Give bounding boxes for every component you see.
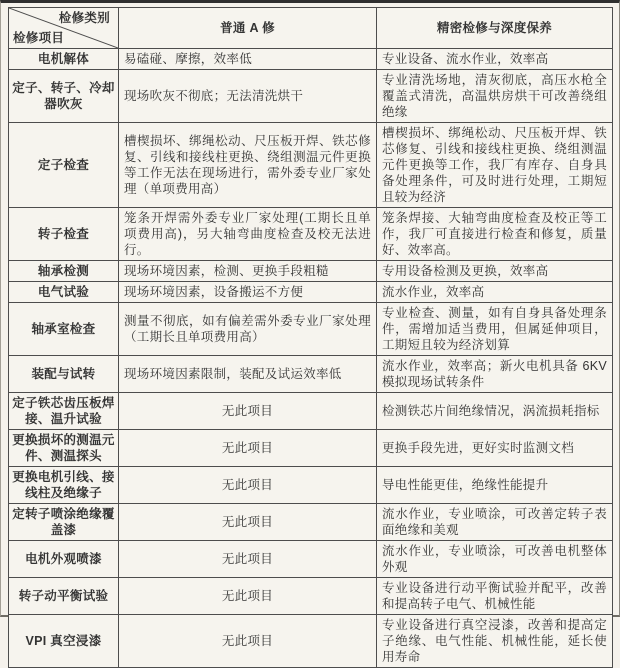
corner-header-cell — [9, 8, 119, 49]
precision-maintenance-cell: 专业设备进行动平衡试验并配平，改善和提高转子电气、机械性能 — [377, 578, 613, 615]
precision-maintenance-cell: 专业检查、测量，如有自身具备处理条件，需增加适当费用，但属延伸项目，工期短且较为经济划算 — [377, 303, 613, 356]
precision-maintenance-cell: 专业设备进行真空浸漆，改善和提高定子绝缘、电气性能、机械性能，延长使用寿命 — [377, 615, 613, 668]
inspection-item-label: 装配与试转 — [9, 356, 119, 393]
ordinary-a-repair-cell: 测量不彻底，如有偏差需外委专业厂家处理（工期长且单项费用高） — [119, 303, 377, 356]
table-row — [9, 504, 613, 541]
precision-maintenance-cell: 槽楔损坏、绑绳松动、尺压板开焊、铁芯修复、引线和接线柱更换、绕组测温元件更换等工作，我厂有库存、自身具备处理条件，可及时进行处理，工期短且较为经济 — [377, 123, 613, 208]
precision-maintenance-cell: 专业清洗场地，清灰彻底，高压水枪全覆盖式清洗，高温烘房烘干可改善绕组绝缘 — [377, 70, 613, 123]
precision-maintenance-cell: 流水作业，专业喷涂，可改善电机整体外观 — [377, 541, 613, 578]
corner-label-item: 检修项目 — [13, 31, 65, 45]
corner-label-category: 检修类别 — [58, 11, 110, 25]
ordinary-a-repair-cell: 无此项目 — [119, 467, 377, 504]
inspection-item-label: 定子铁芯齿压板焊接、温升试验 — [9, 393, 119, 430]
inspection-item-label: 定子检查 — [9, 123, 119, 208]
ordinary-a-repair-cell: 笼条开焊需外委专业厂家处理(工期长且单项费用高)，另大轴弯曲度检查及校无法进行。 — [119, 208, 377, 261]
table-row — [9, 123, 613, 208]
maintenance-comparison-table — [8, 7, 613, 668]
inspection-item-label: 定子、转子、冷却器吹灰 — [9, 70, 119, 123]
table-row — [9, 303, 613, 356]
ordinary-a-repair-cell: 无此项目 — [119, 393, 377, 430]
inspection-item-label: 轴承室检查 — [9, 303, 119, 356]
inspection-item-label: 更换电机引线、接线柱及绝缘子 — [9, 467, 119, 504]
inspection-item-label: 电气试验 — [9, 282, 119, 303]
column-header-precision-maintenance: 精密检修与深度保养 — [377, 8, 613, 49]
column-header-ordinary-a-repair: 普通 A 修 — [119, 8, 377, 49]
ordinary-a-repair-cell: 易磕碰、摩擦，效率低 — [119, 49, 377, 70]
ordinary-a-repair-cell: 无此项目 — [119, 430, 377, 467]
ordinary-a-repair-cell: 现场吹灰不彻底；无法清洗烘干 — [119, 70, 377, 123]
table-row — [9, 208, 613, 261]
precision-maintenance-cell: 流水作业，专业喷涂，可改善定转子表面绝缘和美观 — [377, 504, 613, 541]
precision-maintenance-cell: 笼条焊接、大轴弯曲度检查及校正等工作，我厂可直接进行检查和修复，质量好、效率高。 — [377, 208, 613, 261]
ordinary-a-repair-cell: 无此项目 — [119, 541, 377, 578]
precision-maintenance-cell: 检测铁芯片间绝缘情况，涡流损耗指标 — [377, 393, 613, 430]
ordinary-a-repair-cell: 现场环境因素，设备搬运不方便 — [119, 282, 377, 303]
precision-maintenance-cell: 流水作业，效率高；新火电机具备 6KV 模拟现场试转条件 — [377, 356, 613, 393]
table-row — [9, 49, 613, 70]
table-row — [9, 578, 613, 615]
ordinary-a-repair-cell: 无此项目 — [119, 578, 377, 615]
inspection-item-label: 转子检查 — [9, 208, 119, 261]
inspection-item-label: 电机外观喷漆 — [9, 541, 119, 578]
table-row — [9, 541, 613, 578]
table-row — [9, 282, 613, 303]
inspection-item-label: 转子动平衡试验 — [9, 578, 119, 615]
header-row — [9, 8, 613, 49]
precision-maintenance-cell: 更换手段先进，更好实时监测文档 — [377, 430, 613, 467]
inspection-item-label: VPI 真空浸漆 — [9, 615, 119, 668]
table-row — [9, 615, 613, 668]
precision-maintenance-cell: 流水作业，效率高 — [377, 282, 613, 303]
table-row — [9, 393, 613, 430]
table-row — [9, 70, 613, 123]
inspection-item-label: 定转子喷涂绝缘覆盖漆 — [9, 504, 119, 541]
inspection-item-label: 轴承检测 — [9, 261, 119, 282]
table-row — [9, 430, 613, 467]
ordinary-a-repair-cell: 槽楔损坏、绑绳松动、尺压板开焊、铁芯修复、引线和接线柱更换、绕组测温元件更换等工作无法在现场进行，需外委专业厂家处理（单项费用高） — [119, 123, 377, 208]
ordinary-a-repair-cell: 无此项目 — [119, 615, 377, 668]
table-body — [9, 49, 613, 668]
ordinary-a-repair-cell: 无此项目 — [119, 504, 377, 541]
precision-maintenance-cell: 专用设备检测及更换，效率高 — [377, 261, 613, 282]
ordinary-a-repair-cell: 现场环境因素限制，装配及试运效率低 — [119, 356, 377, 393]
table-row — [9, 467, 613, 504]
precision-maintenance-cell: 导电性能更佳，绝缘性能提升 — [377, 467, 613, 504]
table-row — [9, 356, 613, 393]
ordinary-a-repair-cell: 现场环境因素，检测、更换手段粗糙 — [119, 261, 377, 282]
precision-maintenance-cell: 专业设备、流水作业，效率高 — [377, 49, 613, 70]
inspection-item-label: 电机解体 — [9, 49, 119, 70]
table-row — [9, 261, 613, 282]
inspection-item-label: 更换损坏的测温元件、测温探头 — [9, 430, 119, 467]
